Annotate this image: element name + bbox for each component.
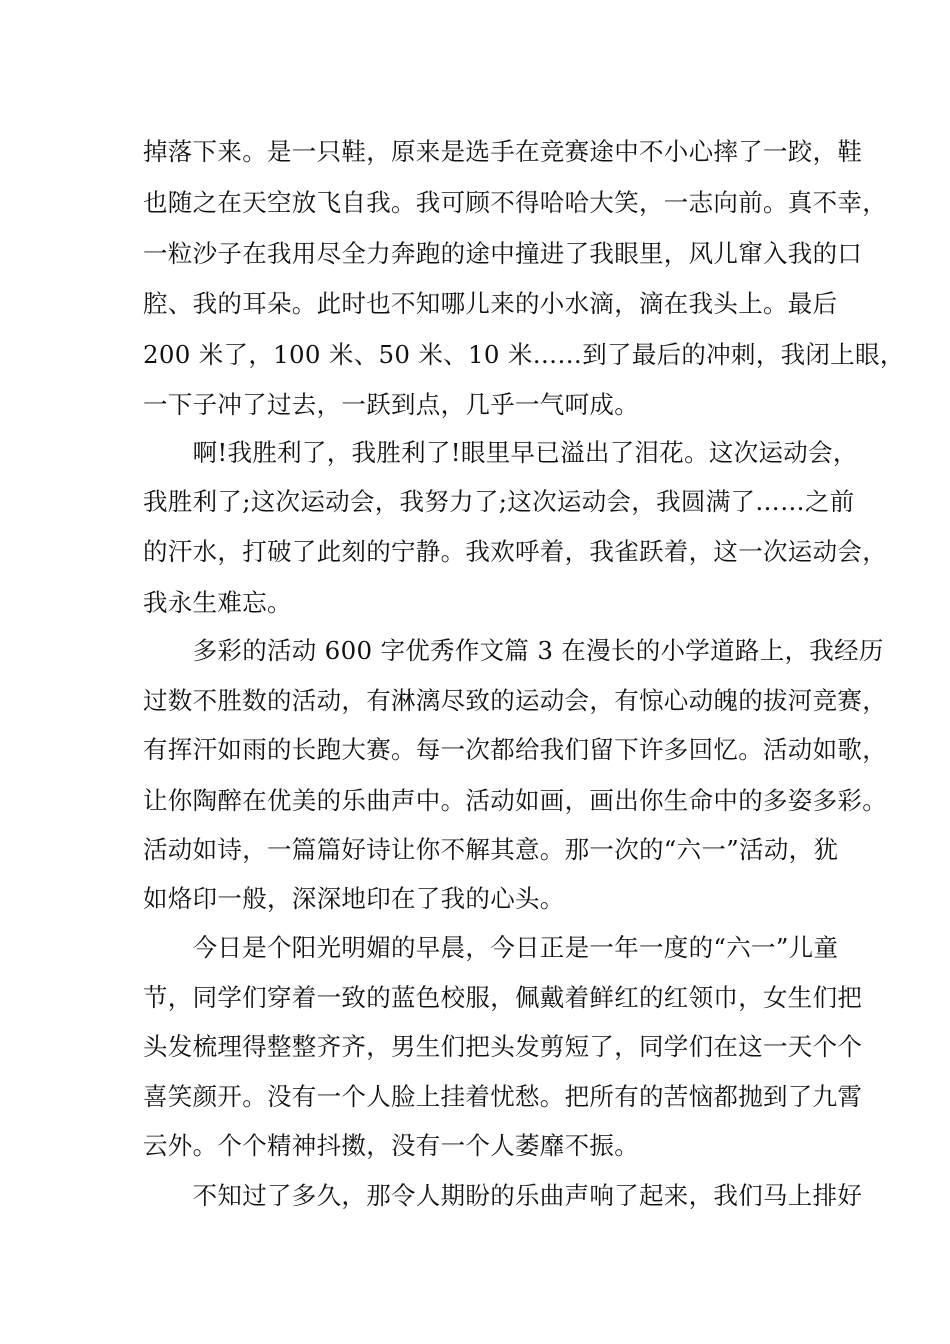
text-line: 啊!我胜利了，我胜利了!眼里早已溢出了泪花。这次运动会， <box>143 438 858 467</box>
text-line: 的汗水，打破了此刻的宁静。我欢呼着，我雀跃着，这一次运动会， <box>143 537 887 566</box>
text-line: 我胜利了;这次运动会，我努力了;这次运动会，我圆满了……之前 <box>143 487 855 516</box>
text-line: 一下子冲了过去，一跃到点，几乎一气呵成。 <box>143 390 639 419</box>
text-line: 节，同学们穿着一致的蓝色校服，佩戴着鲜红的红领巾，女生们把 <box>143 983 863 1012</box>
text-line: 活动如诗，一篇篇好诗让你不解其意。那一次的“六一”活动，犹 <box>143 835 839 864</box>
text-line: 不知过了多久，那令人期盼的乐曲声响了起来，我们马上排好 <box>143 1181 863 1210</box>
text-line: 今日是个阳光明媚的早晨，今日正是一年一度的“六一”儿童 <box>143 933 839 962</box>
text-line: 如烙印一般，深深地印在了我的心头。 <box>143 884 565 913</box>
text-line: 200 米了，100 米、50 米、10 米……到了最后的冲刺，我闭上眼， <box>143 340 905 369</box>
text-line: 过数不胜数的活动，有淋漓尽致的运动会，有惊心动魄的拔河竞赛， <box>143 686 887 715</box>
text-line: 掉落下来。是一只鞋，原来是选手在竞赛途中不小心摔了一跤，鞋 <box>143 137 863 166</box>
text-line: 喜笑颜开。没有一个人脸上挂着忧愁。把所有的苦恼都抛到了九霄 <box>143 1082 863 1111</box>
text-line: 我永生难忘。 <box>143 588 292 617</box>
text-line: 头发梳理得整整齐齐，男生们把头发剪短了，同学们在这一天个个 <box>143 1032 863 1061</box>
text-line: 云外。个个精神抖擞，没有一个人萎靡不振。 <box>143 1131 639 1160</box>
text-line: 一粒沙子在我用尽全力奔跑的途中撞进了我眼里，风儿窜入我的口 <box>143 239 863 268</box>
text-line: 腔、我的耳朵。此时也不知哪儿来的小水滴，滴在我头上。最后 <box>143 289 838 318</box>
text-line: 有挥汗如雨的长跑大赛。每一次都给我们留下许多回忆。活动如歌， <box>143 735 887 764</box>
text-line: 也随之在天空放飞自我。我可顾不得哈哈大笑，一志向前。真不幸， <box>143 188 887 217</box>
text-line: 多彩的活动 600 字优秀作文篇 3 在漫长的小学道路上，我经历 <box>143 636 884 665</box>
text-line: 让你陶醉在优美的乐曲声中。活动如画，画出你生命中的多姿多彩。 <box>143 786 887 815</box>
